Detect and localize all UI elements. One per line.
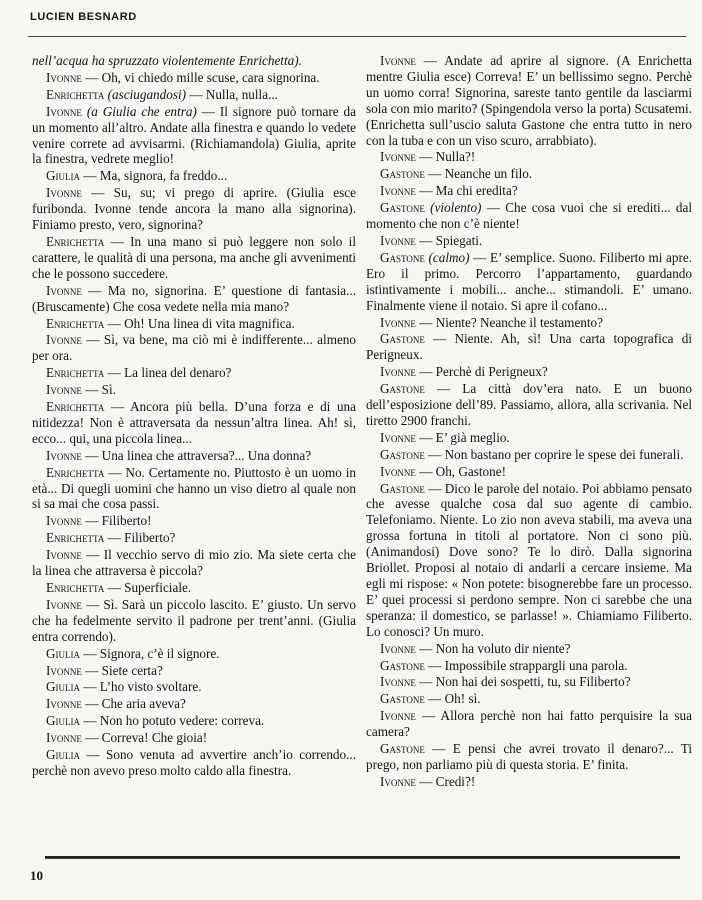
dialogue-text: — La linea del denaro?: [104, 365, 232, 381]
speaker-name: Ivonne: [380, 232, 416, 248]
dialogue-line: [366, 708, 692, 740]
dialogue-text: — Che cosa vuoi che si erediti... dal momento che non c’è niente!: [366, 200, 693, 232]
dialogue-line: [32, 332, 356, 364]
dialogue-text: — Nulla, nulla...: [186, 86, 278, 102]
dialogue-text: — Oh, Gastone!: [415, 463, 506, 479]
speaker-name: Ivonne: [380, 674, 416, 690]
speaker-name: Giulia: [46, 713, 81, 729]
dialogue-line: [32, 580, 356, 596]
dialogue-text: — Ma, signora, fa freddo...: [80, 168, 228, 184]
page-number: 10: [30, 868, 43, 883]
speaker-name: Ivonne: [380, 429, 416, 445]
dialogue-line: [366, 658, 692, 674]
dialogue-text: — Correva! Che gioia!: [81, 730, 208, 746]
dialogue-text: — Siete certa?: [81, 662, 163, 678]
speaker-name: Ivonne: [46, 662, 82, 678]
dialogue-text: — Sono venuta ad avvertire anch’io correndo... perchè non avevo preso molto caldo alla finestra.: [32, 747, 356, 778]
right-column: [366, 53, 692, 791]
speaker-name: Gastone: [380, 691, 425, 707]
dialogue-text: — Spiegati.: [415, 232, 483, 248]
dialogue-text: — Neanche un filo.: [424, 166, 533, 182]
dialogue-line: [32, 713, 356, 729]
dialogue-line: [32, 448, 356, 464]
speaker-name: Enrichetta: [46, 464, 105, 480]
dialogue-line: [366, 183, 692, 199]
dialogue-line: [366, 233, 692, 249]
dialogue-line: [366, 166, 692, 182]
dialogue-line: [366, 250, 692, 314]
stage-direction: (violento): [424, 200, 482, 216]
dialogue-line: [366, 674, 692, 690]
stage-direction: (a Giulia che entra): [81, 103, 197, 119]
dialogue-line: [32, 465, 356, 513]
dialogue-line: [32, 513, 356, 529]
speaker-name: Gastone: [380, 741, 425, 757]
dialogue-line: [366, 447, 692, 463]
dialogue-text: — Non bastano per coprire le spese dei funerali.: [424, 446, 684, 462]
dialogue-text: — Oh, vi chiedo mille scuse, cara signorina.: [81, 69, 320, 85]
dialogue-text: — Dico le parole del notaio. Poi abbiamo pensato che avesse qualche cosa dal suo agente di cambio. Telefoniamo. Niente. Lo zio non aveva stabili, ma aveva una grossa fortuna in titoli al portatore. Non ci sono più. (Animandosi) Dove sono? Te lo dirò. Dalla signorina Briollet. Proposi al notaio di andarli a cercare insieme. Ma egli mi rispose: « Non potete: bisognerebbe fare un processo. E’ quei processi si perdono sempre. Non ci sarebbe che una speranza: il domestico, se parlasse! ». Chiamiamo Filiberto. Lo conosci? Un muro.: [366, 480, 692, 639]
speaker-name: Gastone: [380, 480, 425, 496]
dialogue-line: [32, 316, 356, 332]
dialogue-line: [366, 364, 692, 380]
speaker-name: Ivonne: [46, 382, 82, 398]
dialogue-line: [366, 641, 692, 657]
dialogue-text: — L’ho visto svoltare.: [80, 679, 202, 695]
stage-direction: (calmo): [424, 249, 470, 265]
dialogue-line: [32, 104, 356, 168]
dialogue-text: — Ma chi eredita?: [415, 183, 518, 199]
dialogue-line: [32, 597, 356, 645]
speaker-name: Gastone: [380, 446, 425, 462]
speaker-name: Gastone: [380, 657, 425, 673]
dialogue-text: — Ma no, signorina. E’ questione di fantasia... (Bruscamente) Che cosa vedete nella mia mano?: [32, 282, 356, 314]
dialogue-line: [366, 691, 692, 707]
header-rule: [28, 36, 686, 37]
speaker-name: Gastone: [380, 249, 425, 265]
speaker-name: Enrichetta: [46, 530, 105, 546]
speaker-name: Enrichetta: [46, 233, 105, 249]
dialogue-line: [366, 430, 692, 446]
dialogue-text: — Superficiale.: [104, 580, 192, 595]
dialogue-line: [366, 149, 692, 165]
dialogue-text: — Una linea che attraversa?... Una donna?: [81, 447, 312, 463]
dialogue-text: — Non ha voluto dir niente?: [415, 640, 571, 656]
dialogue-line: [32, 53, 356, 69]
dialogue-line: [366, 464, 692, 480]
speaker-name: Ivonne: [46, 332, 82, 348]
dialogue-line: [366, 315, 692, 331]
dialogue-text: — Credi?!: [415, 773, 476, 789]
dialogue-line: [32, 365, 356, 381]
dialogue-text: — Il signore può tornare da un momento all’altro. Andate alla finestra e quando lo vedete venire correte ad avvisarmi. (Richiamandola) Giulia, aprite la finestra, vedrete meglio!: [32, 103, 356, 167]
speaker-name: Gastone: [380, 331, 425, 347]
dialogue-text: — Filiberto?: [104, 530, 176, 546]
speaker-name: Ivonne: [46, 596, 82, 612]
stage-direction: nell’acqua ha spruzzato violentemente Enrichetta).: [32, 53, 302, 68]
dialogue-line: [366, 741, 692, 773]
dialogue-line: [32, 646, 356, 662]
dialogue-line: [32, 399, 356, 447]
speaker-name: Ivonne: [46, 282, 82, 298]
dialogue-text: — Andate ad aprire al signore. (A Enrichetta mentre Giulia esce) Correva! E’ un bellissimo segno. Perchè un uomo corra! Signorina, sareste tanto gentile da lasciarmi sola con mio marito? (Spingendola verso la porta) Scusatemi. (Enrichetta sull’uscio saluta Gastone che entra tutto in nero con la tuba e con un viso scuro, arrabbiato).: [366, 53, 692, 148]
dialogue-line: [366, 53, 692, 148]
left-column: [32, 53, 356, 780]
dialogue-line: [32, 168, 356, 184]
stage-direction: (asciugandosi): [104, 86, 187, 102]
dialogue-line: [32, 87, 356, 103]
speaker-name: Ivonne: [380, 314, 416, 330]
speaker-name: Ivonne: [46, 547, 82, 563]
dialogue-line: [32, 747, 356, 779]
speaker-name: Enrichetta: [46, 86, 105, 102]
speaker-name: Gastone: [380, 200, 425, 216]
speaker-name: Giulia: [46, 679, 81, 695]
dialogue-line: [366, 381, 692, 429]
dialogue-text: — Ancora più bella. D’una forza e di una nitidezza! Non è attraversata da nessun’altra linea. Ah! sì, ecco... qui, una piccola linea...: [32, 399, 356, 446]
dialogue-text: — Che aria aveva?: [81, 696, 186, 712]
dialogue-text: — Niente? Neanche il testamento?: [415, 314, 604, 330]
speaker-name: Ivonne: [46, 447, 82, 463]
speaker-name: Ivonne: [46, 185, 82, 201]
dialogue-text: — Filiberto!: [81, 513, 152, 529]
dialogue-text: — Niente. Ah, sì! Una carta topografica di Perigneux.: [366, 331, 692, 363]
dialogue-text: — Oh! sì.: [424, 691, 481, 707]
speaker-name: Enrichetta: [46, 365, 105, 381]
dialogue-text: — Perchè di Perigneux?: [415, 364, 548, 380]
speaker-name: Enrichetta: [46, 399, 105, 415]
dialogue-text: — Oh! Una linea di vita magnifica.: [104, 315, 295, 331]
dialogue-text: — Nulla?!: [415, 149, 476, 165]
speaker-name: Ivonne: [46, 69, 82, 85]
speaker-name: Ivonne: [380, 53, 416, 68]
dialogue-text: — Sì, va bene, ma ciò mi è indifferente... almeno per ora.: [32, 332, 356, 364]
speaker-name: Ivonne: [380, 149, 416, 165]
dialogue-line: [32, 663, 356, 679]
dialogue-text: — Non ho potuto vedere: correva.: [80, 713, 265, 729]
speaker-name: Enrichetta: [46, 580, 105, 595]
dialogue-line: [32, 547, 356, 579]
dialogue-text: — Signora, c’è il signore.: [80, 645, 220, 661]
speaker-name: Giulia: [46, 645, 81, 661]
dialogue-text: — Allora perchè non hai fatto perquisire la sua camera?: [366, 708, 692, 740]
speaker-name: Enrichetta: [46, 315, 105, 331]
speaker-name: Ivonne: [380, 364, 416, 380]
dialogue-line: [366, 200, 692, 232]
speaker-name: Ivonne: [380, 708, 416, 724]
dialogue-line: [32, 530, 356, 546]
footer-rule: [45, 856, 680, 859]
dialogue-line: [32, 730, 356, 746]
speaker-name: Ivonne: [380, 463, 416, 479]
dialogue-text: — E pensi che avrei trovato il denaro?... Ti prego, non parliamo più di questa storia. E’ finita.: [366, 741, 692, 772]
dialogue-text: — Sì. Sarà un piccolo lascito. E’ giusto. Un servo che ha fedelmente servito il padrone per trent’anni. (Giulia entra correndo).: [32, 596, 356, 644]
dialogue-text: — Su, su; vi prego di aprire. (Giulia esce furibonda. Ivonne tende ancora la mano alla signorina). Finiamo presto, vero, signorina?: [32, 185, 356, 233]
dialogue-text: — No. Certamente no. Piuttosto è un uomo in età... Di quegli uomini che hanno un viso dietro al quale non si sa mai che cosa passi.: [32, 464, 356, 512]
dialogue-line: [32, 382, 356, 398]
speaker-name: Ivonne: [46, 513, 82, 529]
speaker-name: Ivonne: [380, 640, 416, 656]
dialogue-line: [32, 679, 356, 695]
dialogue-text: — Impossibile strappargli una parola.: [424, 657, 628, 673]
dialogue-line: [366, 331, 692, 363]
dialogue-line: [32, 234, 356, 282]
dialogue-line: [32, 70, 356, 86]
dialogue-line: [32, 185, 356, 233]
speaker-name: Ivonne: [46, 730, 82, 746]
dialogue-text: — La città dov’era nato. E un buono dell’esposizione dell’89. Passiamo, allora, alla scrivania. Nel tiretto 2900 franchi.: [366, 381, 692, 428]
speaker-name: Gastone: [380, 381, 425, 397]
dialogue-line: [366, 774, 692, 790]
dialogue-text: — Sì.: [81, 382, 116, 398]
dialogue-text: — Il vecchio servo di mio zio. Ma siete certa che la linea che attraversa è piccola?: [32, 547, 356, 579]
speaker-name: Gastone: [380, 166, 425, 182]
running-header: LUCIEN BESNARD: [30, 11, 137, 23]
dialogue-text: — E’ già meglio.: [415, 429, 510, 445]
dialogue-line: [32, 696, 356, 712]
dialogue-text: — E’ semplice. Suono. Filiberto mi apre. Ero il primo. Percorro l’appartamento, guardando istintivamente i mobili... anche... stimandoli. E’ umano. Finalmente viene il notaio. Si apre il cofano...: [366, 249, 692, 313]
dialogue-line: [366, 481, 692, 640]
speaker-name: Giulia: [46, 747, 81, 763]
dialogue-text: — Non hai dei sospetti, tu, su Filiberto?: [415, 674, 631, 690]
dialogue-line: [32, 283, 356, 315]
speaker-name: Giulia: [46, 168, 81, 184]
speaker-name: Ivonne: [380, 773, 416, 789]
speaker-name: Ivonne: [46, 103, 82, 119]
dialogue-text: — In una mano si può leggere non solo il carattere, le qualità di una persona, ma anche gli avvenimenti che le possono succedere.: [32, 233, 356, 281]
speaker-name: Ivonne: [46, 696, 82, 712]
speaker-name: Ivonne: [380, 183, 416, 199]
